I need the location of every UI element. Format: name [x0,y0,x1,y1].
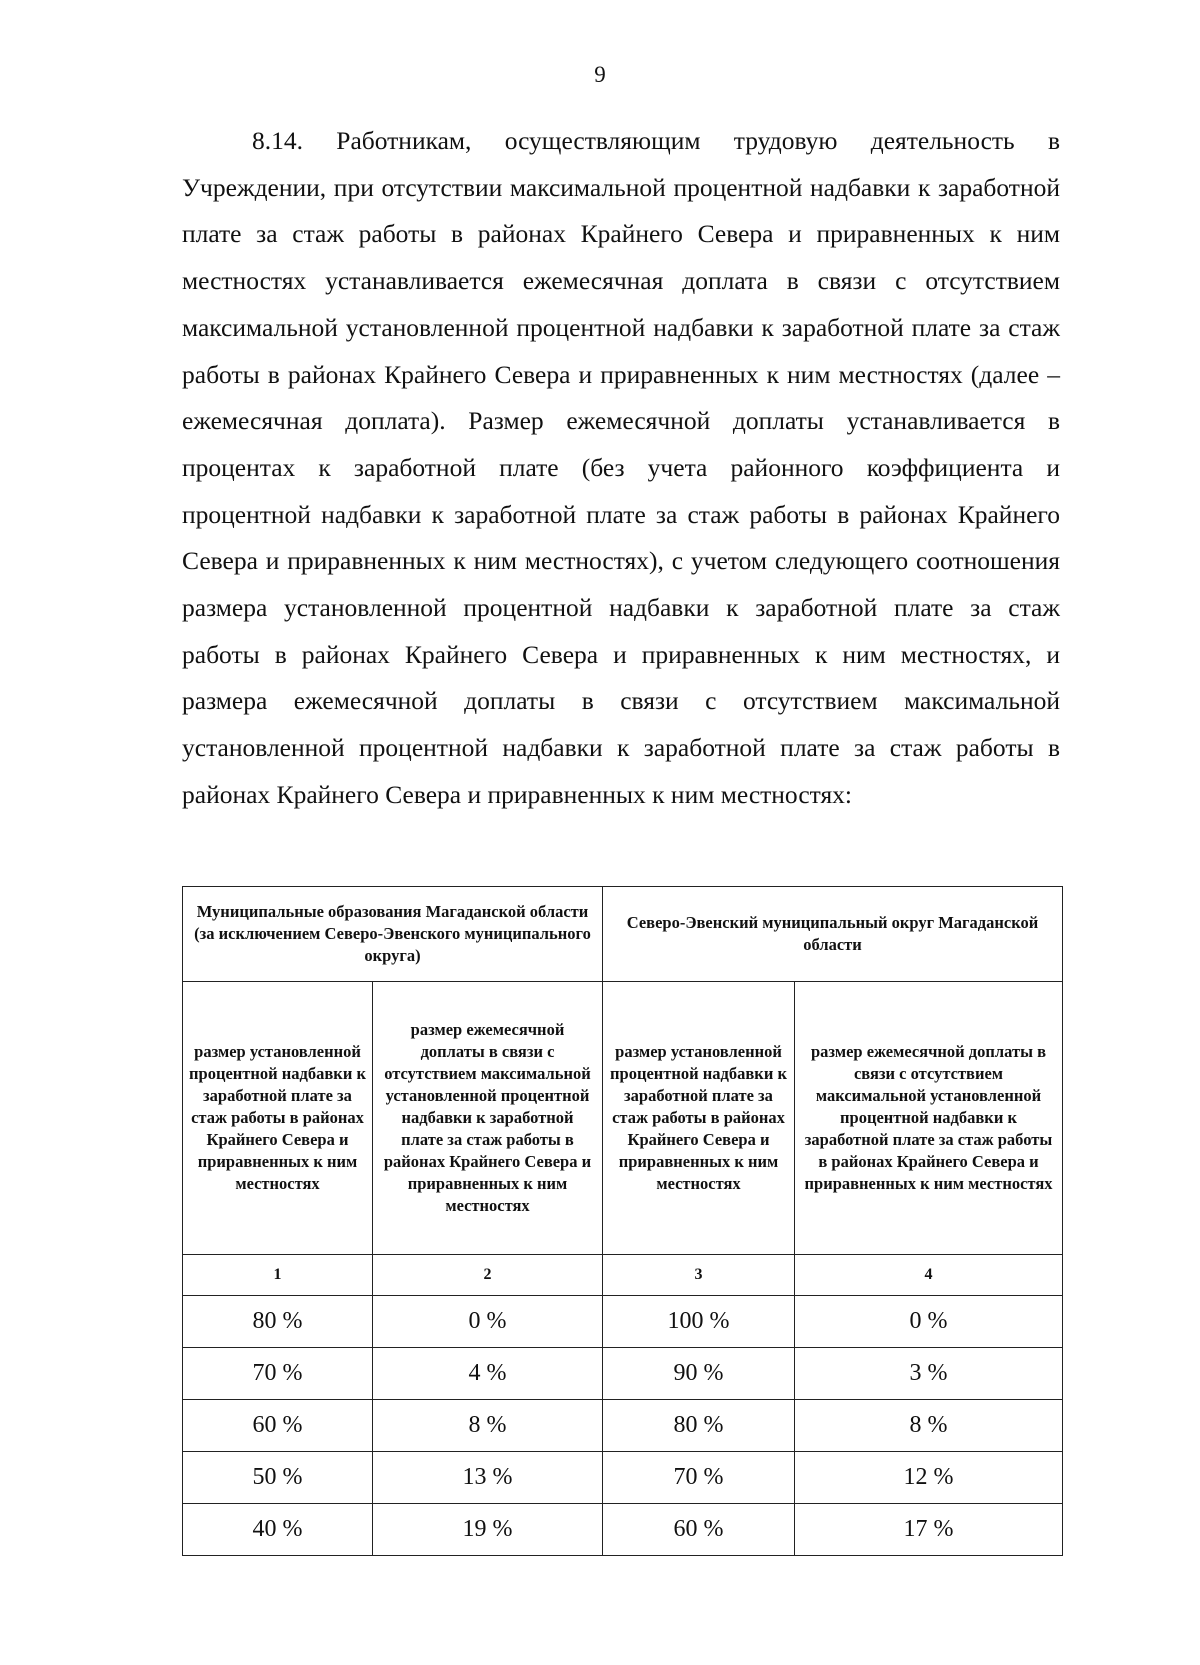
table-cell: 90 % [603,1348,795,1400]
group-header-severo-evensky: Северо-Эвенский муниципальный округ Магаданской области [603,887,1063,982]
table-cell: 100 % [603,1296,795,1348]
table-row [183,1504,1063,1556]
column-number: 3 [603,1255,795,1296]
table-cell: 80 % [603,1400,795,1452]
table-cell: 80 % [183,1296,373,1348]
table-sub-header-row [183,982,1063,1255]
table-cell: 70 % [603,1452,795,1504]
table-cell: 17 % [795,1504,1063,1556]
column-number: 2 [373,1255,603,1296]
table-group-header-row [183,887,1063,982]
group-header-magadan-municipalities: Муниципальные образования Магаданской области (за исключением Северо-Эвенского муниципального округа) [183,887,603,982]
table-row [183,1296,1063,1348]
sub-header-col-1: размер установленной процентной надбавки к заработной плате за стаж работы в районах Крайнего Севера и приравненных к ним местностях [183,982,373,1255]
table-cell: 3 % [795,1348,1063,1400]
table-cell: 60 % [183,1400,373,1452]
table-cell: 0 % [795,1296,1063,1348]
table-cell: 70 % [183,1348,373,1400]
table-cell: 13 % [373,1452,603,1504]
column-number: 1 [183,1255,373,1296]
sub-header-col-2: размер ежемесячной доплаты в связи с отсутствием максимальной установленной процентной надбавки к заработной плате за стаж работы в районах Крайнего Севера и приравненных к ним местностях [373,982,603,1255]
table-cell: 19 % [373,1504,603,1556]
body-paragraph: 8.14. Работникам, осуществляющим трудовую деятельность в Учреждении, при отсутствии максимальной процентной надбавки к заработной плате за стаж работы в районах Крайнего Севера и приравненных к ним местностях устанавливается ежемесячная доплата в связи с отсутствием максимальной установленной процентной надбавки к заработной плате за стаж работы в районах Крайнего Севера и приравненных к ним местностях (далее – ежемесячная доплата). Размер ежемесячной доплаты устанавливается в процентах к заработной плате (без учета районного коэффициента и процентной надбавки к заработной плате за стаж работы в районах Крайнего Севера и приравненных к ним местностях), с учетом следующего соотношения размера установленной процентной надбавки к заработной плате за стаж работы в районах Крайнего Севера и приравненных к ним местностях, и размера ежемесячной доплаты в связи с отсутствием максимальной установленной процентной надбавки к заработной плате за стаж работы в районах Крайнего Севера и приравненных к ним местностях: [182,126,1060,809]
table-row [183,1348,1063,1400]
table-cell: 0 % [373,1296,603,1348]
table-cell: 8 % [795,1400,1063,1452]
table-cell: 50 % [183,1452,373,1504]
table-cell: 8 % [373,1400,603,1452]
page-number: 9 [594,62,606,87]
column-number: 4 [795,1255,1063,1296]
allowance-table [182,886,1063,1556]
table-column-number-row [183,1255,1063,1296]
table-row [183,1400,1063,1452]
table-cell: 40 % [183,1504,373,1556]
table-cell: 4 % [373,1348,603,1400]
sub-header-col-4: размер ежемесячной доплаты в связи с отсутствием максимальной установленной процентной надбавки к заработной плате за стаж работы в районах Крайнего Севера и приравненных к ним местностях [795,982,1063,1255]
sub-header-col-3: размер установленной процентной надбавки к заработной плате за стаж работы в районах Крайнего Севера и приравненных к ним местностях [603,982,795,1255]
table-row [183,1452,1063,1504]
table-cell: 12 % [795,1452,1063,1504]
table-cell: 60 % [603,1504,795,1556]
